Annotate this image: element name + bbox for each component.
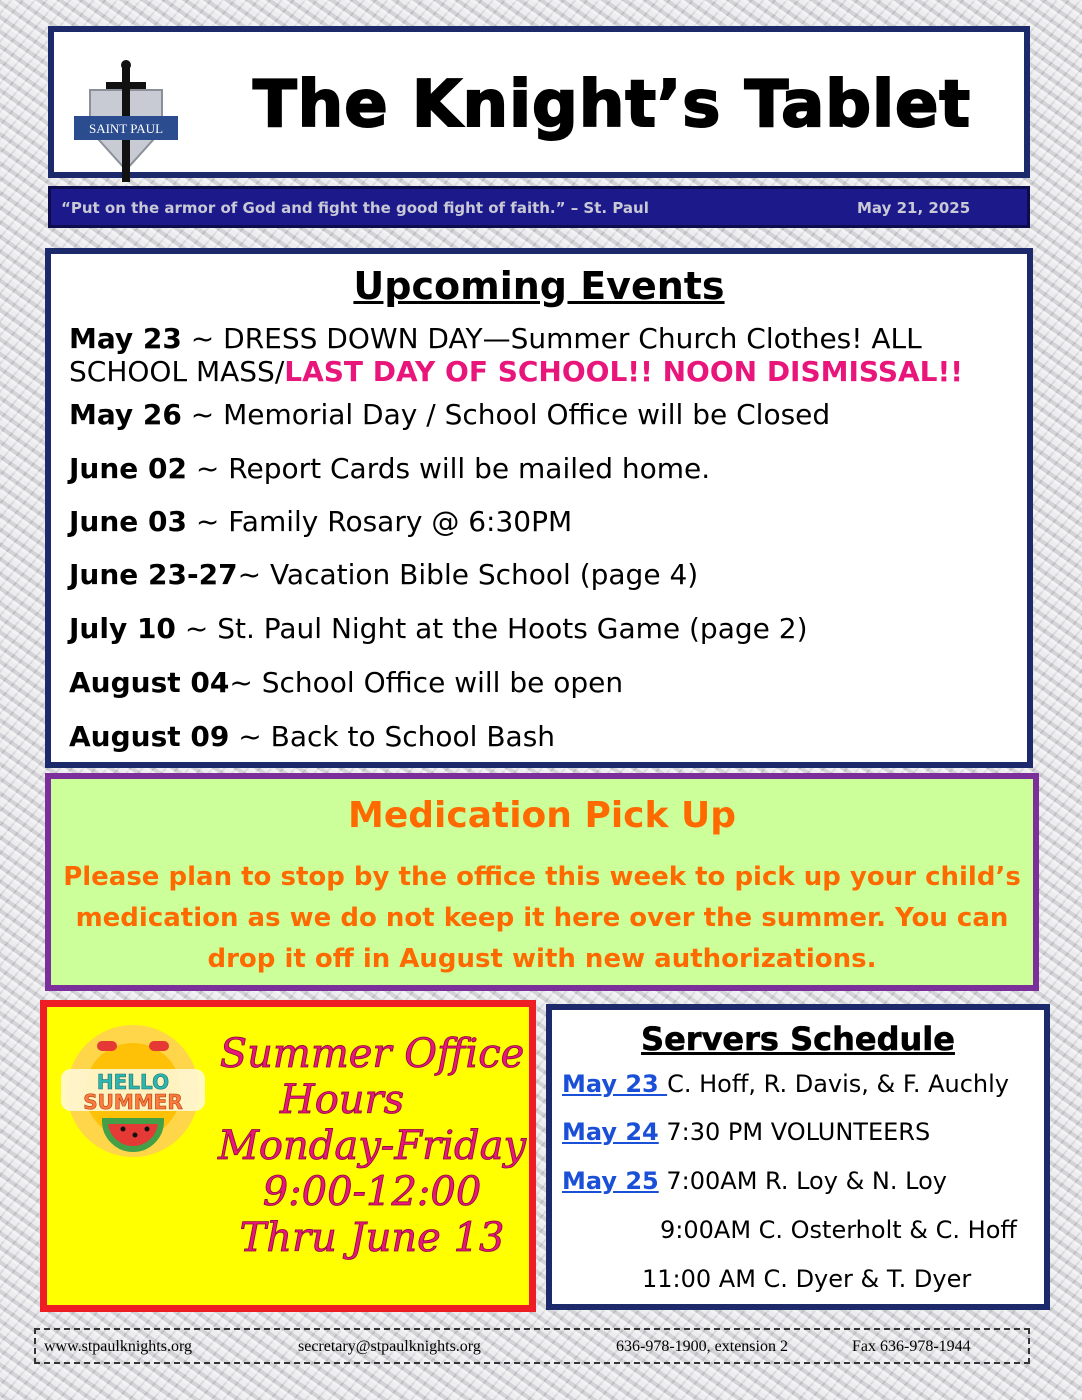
server-names: 7:30 PM VOLUNTEERS bbox=[658, 1118, 931, 1146]
event-item: June 23-27~ Vacation Bible School (page 4) bbox=[69, 558, 699, 591]
phone-number: 636-978-1900, extension 2 bbox=[616, 1338, 788, 1355]
event-text: St. Paul Night at the Hoots Game (page 2) bbox=[217, 612, 808, 645]
event-text: Back to School Bash bbox=[270, 720, 556, 753]
summer-line-5: Thru June 13 bbox=[239, 1215, 505, 1261]
server-row bbox=[642, 1265, 971, 1293]
medication-body: Please plan to stop by the office this week to pick up your child’s medication as we do not keep it here over the summer. You can drop it off in August with new authorizations. bbox=[63, 862, 1021, 974]
badge-line2: SUMMER bbox=[83, 1090, 183, 1114]
summer-line-2: Hours bbox=[279, 1077, 405, 1123]
event-text: Memorial Day / School Office will be Closed bbox=[223, 398, 831, 431]
server-row bbox=[562, 1070, 1009, 1098]
server-row bbox=[562, 1167, 947, 1195]
event-text: Family Rosary @ 6:30PM bbox=[228, 505, 573, 538]
event-item: August 09 ~ Back to School Bash bbox=[69, 720, 556, 753]
event-item: August 04~ School Office will be open bbox=[69, 666, 624, 699]
server-date-link[interactable]: May 24 bbox=[562, 1118, 659, 1146]
event-date: May 26 bbox=[69, 398, 182, 431]
badge-line1: HELLO bbox=[96, 1070, 170, 1094]
event-text: Vacation Bible School (page 4) bbox=[269, 558, 699, 591]
event-item: May 26 ~ Memorial Day / School Office will be Closed bbox=[69, 398, 831, 431]
server-names: 9:00AM C. Osterholt & C. Hoff bbox=[660, 1216, 1017, 1244]
summer-line-3: Monday-Friday bbox=[217, 1123, 527, 1169]
issue-date: May 21, 2025 bbox=[857, 199, 971, 217]
server-date-link[interactable]: May 25 bbox=[562, 1167, 659, 1195]
event-highlight: LAST DAY OF SCHOOL!! NOON DISMISSAL!! bbox=[284, 355, 964, 388]
event-item: May 23 ~ DRESS DOWN DAY—Summer Church Clothes! ALL SCHOOL MASS/LAST DAY OF SCHOOL!! NOON DISMISSAL!! bbox=[69, 322, 964, 388]
email-link[interactable]: secretary@stpaulknights.org bbox=[298, 1338, 481, 1355]
server-names: C. Hoff, R. Davis, & F. Auchly bbox=[667, 1070, 1009, 1098]
servers-title: Servers Schedule bbox=[641, 1020, 955, 1058]
event-date: June 03 bbox=[69, 505, 187, 538]
server-date-link[interactable]: May 23 bbox=[562, 1070, 668, 1098]
masthead bbox=[48, 26, 1030, 178]
summer-hours-text bbox=[207, 1031, 537, 1261]
server-row bbox=[660, 1216, 1017, 1244]
server-names: 11:00 AM C. Dyer & T. Dyer bbox=[642, 1265, 972, 1293]
event-text: School Office will be open bbox=[261, 666, 624, 699]
fax-number: Fax 636-978-1944 bbox=[852, 1338, 971, 1355]
medication-title: Medication Pick Up bbox=[348, 795, 736, 836]
summer-line-1: Summer Office bbox=[219, 1031, 525, 1077]
summer-office-hours-section bbox=[40, 1000, 536, 1312]
event-text: Report Cards will be mailed home. bbox=[228, 452, 711, 485]
newsletter-title: The Knight’s Tablet bbox=[253, 68, 971, 142]
servers-schedule-section bbox=[546, 1004, 1050, 1310]
banner bbox=[48, 186, 1030, 228]
event-date: May 23 bbox=[69, 322, 182, 355]
website-link[interactable]: www.stpaulknights.org bbox=[44, 1338, 192, 1355]
event-item: July 10 ~ St. Paul Night at the Hoots Game (page 2) bbox=[69, 612, 808, 645]
event-date: July 10 bbox=[69, 612, 176, 645]
footer bbox=[34, 1328, 1030, 1364]
hello-summer-sun-icon bbox=[57, 1017, 209, 1167]
summer-line-4: 9:00-12:00 bbox=[262, 1169, 482, 1215]
event-date: June 23-27 bbox=[69, 558, 238, 591]
event-date: August 09 bbox=[69, 720, 230, 753]
server-names: 7:00AM R. Loy & N. Loy bbox=[658, 1167, 947, 1195]
event-date: August 04 bbox=[69, 666, 230, 699]
server-row bbox=[562, 1118, 930, 1146]
event-text: DRESS DOWN DAY—Summer Church Clothes! ALL SCHOOL MASS/ bbox=[69, 322, 922, 388]
logo-text: SAINT PAUL bbox=[88, 121, 164, 136]
event-item: June 03 ~ Family Rosary @ 6:30PM bbox=[69, 505, 573, 538]
event-item: June 02 ~ Report Cards will be mailed home. bbox=[69, 452, 711, 485]
event-date: June 02 bbox=[69, 452, 187, 485]
motto: “Put on the armor of God and fight the good fight of faith.” – St. Paul bbox=[61, 199, 649, 217]
saint-paul-shield-logo bbox=[72, 60, 180, 190]
upcoming-events-section bbox=[45, 248, 1033, 768]
events-title: Upcoming Events bbox=[353, 264, 725, 308]
medication-section bbox=[45, 773, 1039, 991]
